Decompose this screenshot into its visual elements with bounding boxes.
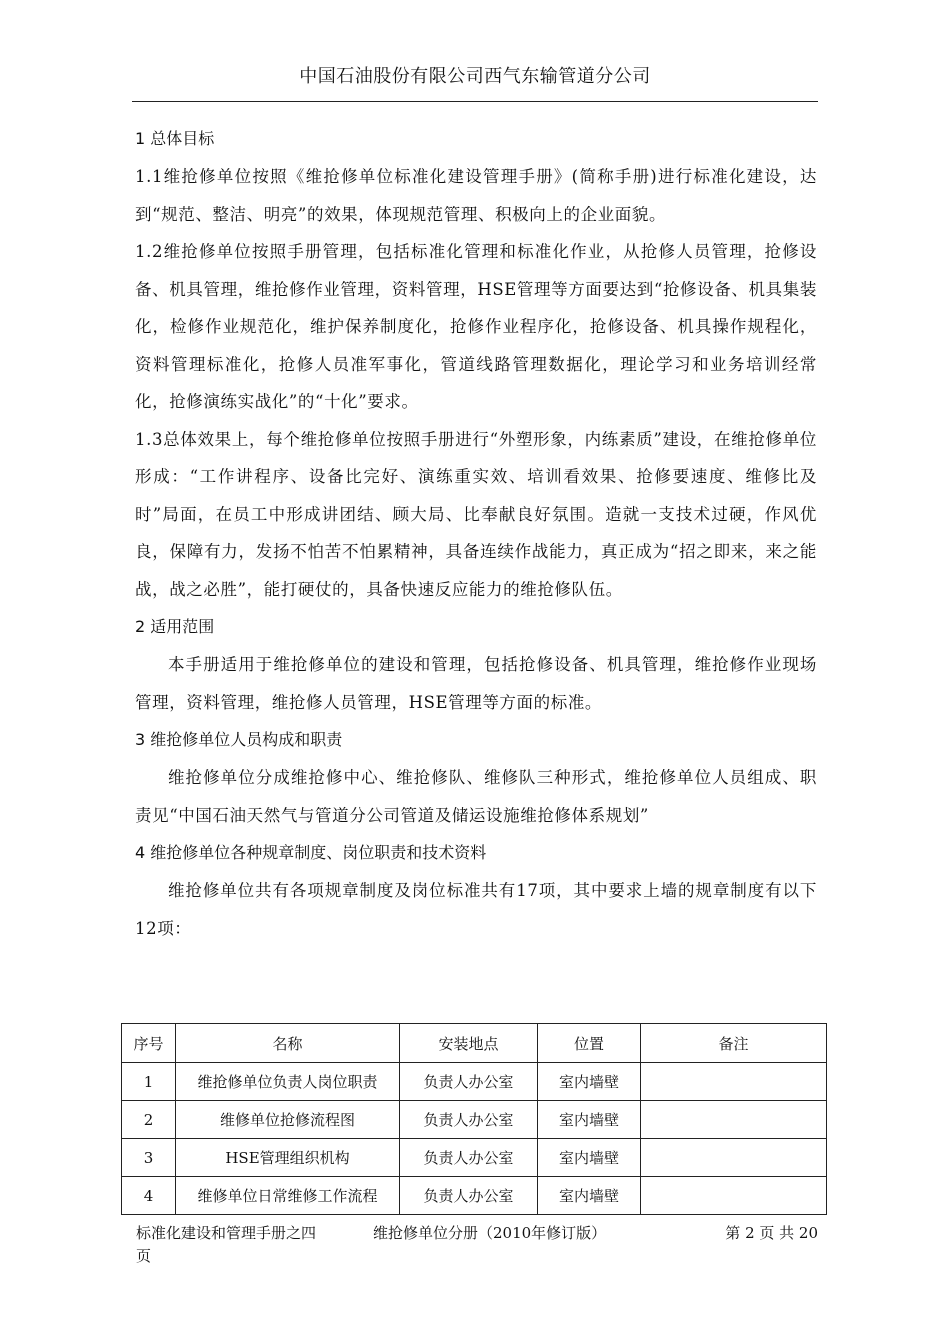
table-cell: 负责人办公室 [400,1063,538,1101]
table-cell: 3 [122,1139,176,1177]
table-cell: 维抢修单位负责人岗位职责 [176,1063,400,1101]
page-header-title: 中国石油股份有限公司西气东输管道分公司 [299,66,651,87]
table-cell: 室内墙壁 [538,1101,641,1139]
footer-volume-title: 维抢修单位分册（2010年修订版） [373,1224,607,1242]
footer-page-number: 第 2 页 共 20 [725,1224,818,1242]
paragraph-1-2: 1.2维抢修单位按照手册管理，包括标准化管理和标准化作业，从抢修人员管理，抢修设备、机具管理，维抢修作业管理，资料管理，HSE管理等方面要达到“抢修设备、机具集装化，检修作业规范化，维护保养制度化，抢修作业程序化，抢修设备、机具操作规程化，资料管理标准化，抢修人员准军事化，管道线路管理数据化，理论学习和业务培训经常化，抢修演练实战化”的“十化”要求。 [135,242,817,411]
table-cell: 室内墙壁 [538,1063,641,1101]
rules-table [121,1023,827,1215]
table-cell: 室内墙壁 [538,1177,641,1215]
table-cell: 1 [122,1063,176,1101]
paragraph-2: 本手册适用于维抢修单位的建设和管理，包括抢修设备、机具管理，维抢修作业现场管理，资料管理，维抢修人员管理，HSE管理等方面的标准。 [135,655,817,712]
table-row [122,1177,827,1215]
paragraph-1-1: 1.1维抢修单位按照《维抢修单位标准化建设管理手册》(简称手册)进行标准化建设，达到“规范、整洁、明亮”的效果，体现规范管理、积极向上的企业面貌。 [135,167,817,224]
footer-page-number-wrap: 页 [136,1247,152,1265]
section-heading-1: 1 总体目标 [135,129,215,148]
table-cell: 负责人办公室 [400,1139,538,1177]
table-cell [641,1139,827,1177]
footer-manual-title: 标准化建设和管理手册之四 [136,1224,317,1242]
paragraph-1-3: 1.3总体效果上，每个维抢修单位按照手册进行“外塑形象，内练素质”建设，在维抢修单位形成：“工作讲程序、设备比完好、演练重实效、培训看效果、抢修要速度、维修比及时”局面，在员工中形成讲团结、顾大局、比奉献良好氛围。造就一支技术过硬，作风优良，保障有力，发扬不怕苦不怕累精神，具备连续作战能力，真正成为“招之即来，来之能战，战之必胜”，能打硬仗的，具备快速反应能力的维抢修队伍。 [135,429,817,599]
table-cell [641,1101,827,1139]
table-cell: 负责人办公室 [400,1177,538,1215]
column-header: 序号 [122,1024,176,1063]
section-heading-2: 2 适用范围 [135,617,215,636]
paragraph-3: 维抢修单位分成维抢修中心、维抢修队、维修队三种形式，维抢修单位人员组成、职责见“中国石油天然气与管道分公司管道及储运设施维抢修体系规划” [135,768,817,825]
table-cell: HSE管理组织机构 [176,1139,400,1177]
table-cell: 4 [122,1177,176,1215]
table-cell: 负责人办公室 [400,1101,538,1139]
section-heading-3: 3 维抢修单位人员构成和职责 [135,730,343,749]
header-divider [132,101,818,102]
table-cell: 维修单位抢修流程图 [176,1101,400,1139]
body-content [135,120,817,947]
table-header-row [122,1024,827,1063]
table-row [122,1101,827,1139]
table-cell: 室内墙壁 [538,1139,641,1177]
column-header: 安装地点 [400,1024,538,1063]
section-heading-4: 4 维抢修单位各种规章制度、岗位职责和技术资料 [135,843,487,862]
table-row [122,1063,827,1101]
table-cell [641,1063,827,1101]
table-cell: 维修单位日常维修工作流程 [176,1177,400,1215]
column-header: 位置 [538,1024,641,1063]
table-cell: 2 [122,1101,176,1139]
table-cell [641,1177,827,1215]
table-row [122,1139,827,1177]
column-header: 备注 [641,1024,827,1063]
column-header: 名称 [176,1024,400,1063]
paragraph-4: 维抢修单位共有各项规章制度及岗位标准共有17项，其中要求上墙的规章制度有以下12项： [135,881,817,938]
